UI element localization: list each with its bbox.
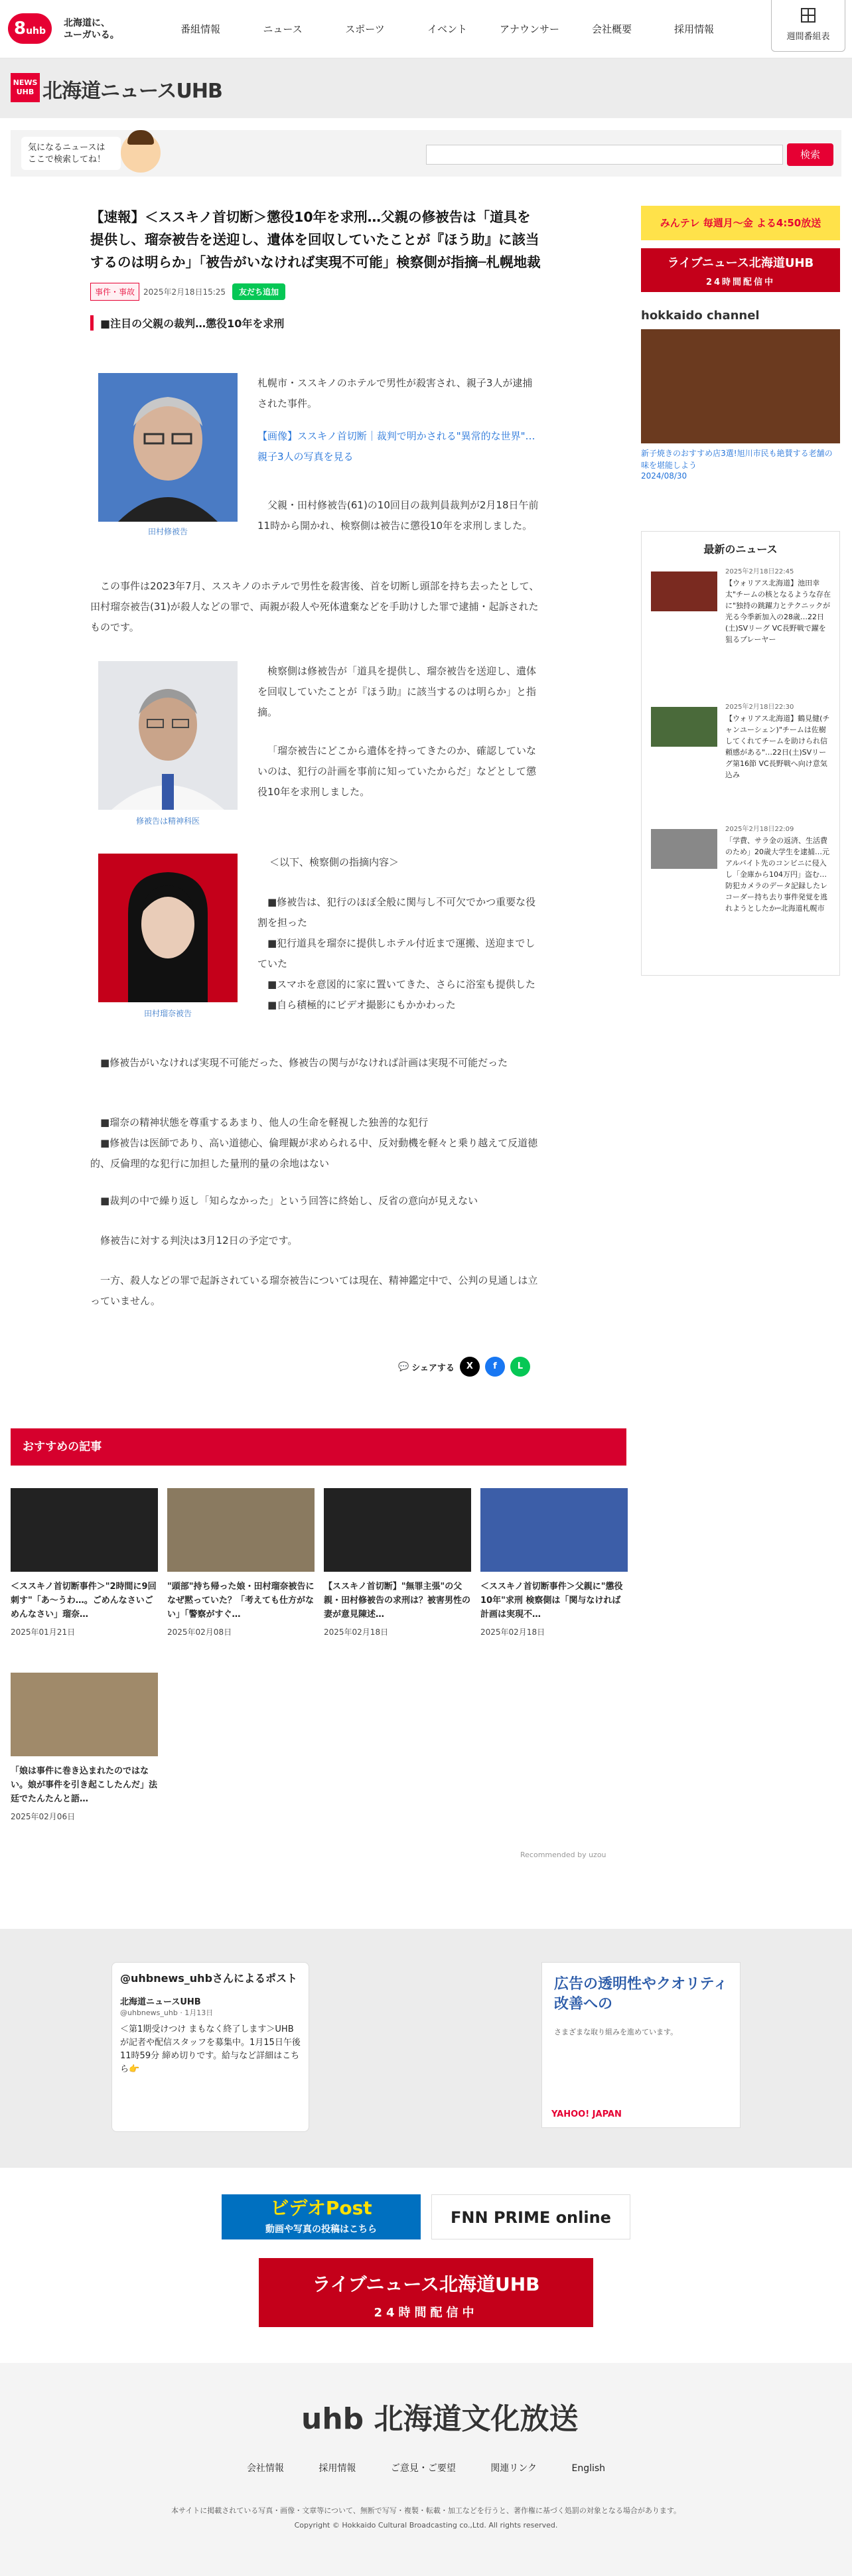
charge-1: ■修被告は、犯行のほぼ全般に関与し不可欠でかつ重要な役割を担った	[257, 896, 536, 929]
rec-card-3[interactable]	[324, 1488, 471, 1637]
search-prompt	[21, 137, 121, 170]
para-12: 一方、殺人などの罪で起訴されている瑠奈被告については現在、精神鑑定中で、公判の見通しは立っていません。	[90, 1274, 538, 1307]
ad-brand: YAHOO! JAPAN	[551, 2109, 622, 2119]
rec-date-4: 2025年02月18日	[480, 1628, 545, 1637]
category-badge[interactable]: 事件・事故	[90, 283, 139, 301]
line-add-button[interactable]: 友だち追加	[232, 283, 285, 300]
rec-thumb-1	[11, 1488, 158, 1572]
logo-number: 8	[13, 19, 27, 38]
nav-company[interactable]: 会社概要	[591, 23, 632, 35]
search-prompt-1: 気になるニュースは	[28, 143, 106, 153]
rec-title-5[interactable]: 「娘は事件に巻き込まれたのではない。娘が事件を引き起こしたんだ」法廷でたんたんと語…	[11, 1766, 158, 1804]
footer-link-recruit[interactable]: 採用情報	[319, 2463, 356, 2474]
charge-2: ■犯行道具を瑠奈に提供しホテル付近まで運搬、送迎までしていた	[257, 937, 535, 970]
yahoo-ad[interactable]	[541, 1962, 741, 2128]
rec-card-2[interactable]	[167, 1488, 315, 1637]
share-label: シェアする	[411, 1363, 455, 1373]
para-8: ■修被告がいなければ実現不可能だった、修被告の関与がなければ計画は実現不可能だった	[100, 1057, 508, 1069]
article-date: 2025年2月18日15:25	[143, 287, 226, 297]
charge-3: ■スマホを意図的に家に置いてきた、さらに浴室も提供した	[267, 978, 535, 990]
para-5: 「瑠奈被告にどこから遺体を持ってきたのか、確認していないのは、犯行の計画を事前に知っていたからだ」などとして懲役10年を求刑しました。	[257, 745, 537, 798]
video-post-sub: 動画や写真の投稿はこちら	[265, 2224, 377, 2235]
site-footer	[0, 2363, 852, 2576]
x-account-name: 北海道ニュースUHB	[120, 1997, 201, 2007]
latest-news-heading: 最新のニュース	[703, 543, 778, 556]
latest-date-2: 2025年2月18日22:30	[725, 704, 794, 711]
live-news-sub: 24時間配信中	[705, 277, 776, 287]
rec-date-1: 2025年01月21日	[11, 1628, 76, 1637]
live-footer-title: ライブニュース北海道UHB	[312, 2273, 540, 2295]
rec-date-2: 2025年02月08日	[167, 1628, 232, 1637]
tagline	[64, 17, 119, 41]
live-news-title: ライブニュース北海道UHB	[667, 256, 814, 270]
share-bar	[398, 1357, 530, 1377]
reason-2: ■修被告は医師であり、高い道徳心、倫理観が求められる中、反対動機を軽々と乗り越えて反道徳的、反倫理的な犯行に加担した量刑的量の余地はない	[90, 1137, 538, 1170]
nav-sports[interactable]: スポーツ	[345, 23, 385, 35]
x-account-handle: @uhbnews_uhb · 1月13日	[120, 2008, 214, 2017]
news-brand-bar	[0, 58, 852, 118]
rec-date-5: 2025年02月06日	[11, 1812, 76, 1821]
rec-card-4[interactable]	[480, 1488, 628, 1637]
ad-headline: 広告の透明性やクオリティ改善への	[554, 1976, 728, 2012]
latest-date-3: 2025年2月18日22:09	[725, 826, 794, 833]
fnn-prime-banner[interactable]: FNN PRIME online	[431, 2194, 630, 2239]
copyright: Copyright © Hokkaido Cultural Broadcasting co.,Ltd. All rights reserved.	[294, 2521, 558, 2530]
video-post-title: ビデオPost	[270, 2197, 372, 2219]
x-embed[interactable]	[111, 1962, 309, 2132]
footer-link-related[interactable]: 関連リンク	[490, 2463, 537, 2474]
x-post-text: ＜第1期受けつけ まもなく終了します＞UHBが記者や配信スタッフを募集中。1月15日午後11時59分 締め切りです。給与など詳細はこちら👉	[120, 2024, 301, 2074]
caption-1: 田村修被告	[147, 527, 188, 536]
latest-text-3	[725, 824, 831, 914]
mascot-image	[121, 133, 161, 173]
tagline-1: 北海道に、	[64, 18, 110, 29]
para-11: 修被告に対する判決は3月12日の予定です。	[100, 1235, 298, 1247]
caption-3: 田村瑠奈被告	[143, 1009, 192, 1018]
uhb-footer-logo[interactable]: uhb 北海道文化放送	[301, 2402, 579, 2436]
latest-title-1[interactable]: 【ウォリアス北海道】池田幸太"チームの核となるような存在に"独持の跳躍力とテクニックが光る今季新加入の28歳…22日(土)SVリーグ VC長野戦で躍を狙るプレーヤー	[725, 579, 831, 644]
line-share-icon[interactable]: L	[510, 1357, 530, 1377]
photo-psychiatrist	[98, 661, 238, 810]
nav-events[interactable]: イベント	[427, 23, 467, 35]
main-menu	[159, 0, 735, 58]
nav-announcers[interactable]: アナウンサー	[499, 23, 559, 35]
caption-2: 修被告は精神科医	[135, 816, 200, 826]
para-2: 父親・田村修被告(61)の10回目の裁判員裁判が2月18日午前11時から開かれ、検察側は被告に懲役10年を求刑しました。	[257, 499, 539, 532]
share-icon: 💬	[398, 1361, 409, 1372]
uhb-logo[interactable]	[8, 13, 52, 44]
nav-programs[interactable]: 番組情報	[180, 23, 220, 35]
embed-section	[0, 1929, 852, 2168]
hokkaido-promo-image[interactable]	[641, 329, 840, 443]
latest-title-2[interactable]: 【ウォリアス北海道】鶴見健(チャンユーシェン)"チームは佐樹してくれてチームを助けられ信頼感がある"…22日(土)SVリーグ第16節 VC長野戦へ向け意気込み	[725, 714, 830, 779]
rec-title-4[interactable]: ＜ススキノ首切断事件＞父親に"懲役10年"求刑 検察側は「関与なければ計画は実現不…	[480, 1582, 623, 1620]
recommended-heading: おすすめの記事	[11, 1428, 626, 1466]
portrait-illustration-2	[98, 854, 238, 1002]
article-subheading: ■注目の父親の裁判…懲役10年を求刑	[90, 315, 541, 331]
para-10: ■裁判の中で繰り返し「知らなかった」という回答に終始し、反省の意向が見えない	[100, 1195, 478, 1207]
footer-links	[0, 2461, 852, 2474]
live-news-footer-banner[interactable]	[259, 2258, 593, 2327]
latest-date-1: 2025年2月18日22:45	[725, 568, 794, 575]
article-title: 【速報】＜ススキノ首切断＞懲役10年を求刑…父親の修被告は「道具を提供し、瑠奈被告を送迎し、遺体を回収していたことが『ほう助』に該当するのは明らか」「被告がいなければ実現不可能」検察側が指摘─札幌地裁	[90, 209, 541, 270]
recommended-powered[interactable]: Recommended by uzou	[520, 1851, 606, 1859]
photo-tamura-runa	[98, 854, 238, 1002]
rec-thumb-3	[324, 1488, 471, 1572]
x-embed-title: @uhbnews_uhbさんによるポスト	[120, 1972, 298, 1985]
weekly-label: 週間番組表	[786, 32, 830, 42]
reason-1: ■瑠奈の精神状態を尊重するあまり、他人の生命を軽視した独善的な犯行	[100, 1116, 429, 1128]
rec-card-5[interactable]	[11, 1673, 158, 1822]
minchan-banner[interactable]: みんテレ 毎週月～金 よる4:50放送	[641, 206, 840, 240]
brand-name[interactable]: 北海道ニュースUHB	[42, 80, 222, 103]
search-prompt-2: ここで検索してね！	[28, 155, 106, 165]
search-button[interactable]: 検索	[787, 143, 833, 166]
rec-title-1[interactable]: ＜ススキノ首切断事件＞"2時間に9回刺す"「あ～うわ…。ごめんなさいごめんなさい」瑠奈…	[11, 1582, 157, 1620]
promo-text[interactable]: 新子焼きのおすすめ店3選!旭川市民も絶賛する老舗の味を堪能しよう	[641, 449, 833, 470]
gallery-link[interactable]: 【画像】ススキノ首切断｜裁判で明かされる"異常的な世界"…親子3人の写真を見る	[257, 430, 535, 463]
weekly-schedule-button[interactable]	[771, 0, 845, 52]
photo-tamura-osamu	[98, 373, 238, 522]
hokkaido-channel-logo[interactable]: hokkaido channel	[641, 309, 760, 323]
para-9	[90, 1112, 541, 1174]
footer-note	[0, 2504, 852, 2533]
rec-thumb-4	[480, 1488, 628, 1572]
search-input[interactable]	[426, 145, 783, 165]
article	[90, 206, 541, 331]
x-share-icon[interactable]: X	[460, 1357, 480, 1377]
copyright-notice: 本サイトに掲載されている写真・画像・文章等について、無断で写写・複製・転載・加工などを行うと、著作権に基づく処罰の対象となる場合があります。	[171, 2506, 681, 2515]
latest-news-box	[641, 531, 840, 976]
doctor-illustration	[98, 661, 238, 810]
para-4: 検察側は修被告が「道具を提供し、瑠奈被告を送迎し、遺体を回収していたことが『ほう助』に該当するのは明らか」と指摘。	[257, 665, 537, 718]
grid-icon	[801, 8, 816, 23]
rec-title-2[interactable]: "頭部"持ち帰った娘・田村瑠奈被告になぜ黙っていた？「考えても仕方がない」「警察がすぐ…	[167, 1582, 315, 1620]
portrait-illustration	[98, 373, 238, 522]
promo-date: 2024/08/30	[641, 471, 687, 481]
charge-list	[257, 892, 541, 1016]
latest-thumb-3	[651, 829, 717, 869]
nav-news[interactable]: ニュース	[263, 23, 303, 35]
para-3: この事件は2023年7月、ススキノのホテルで男性を殺害後、首を切断し頭部を持ち去ったとして、田村瑠奈被告(31)が殺人などの罪で、両親が殺人や死体遺棄などを手助けした罪で逮捕・起訴されたものです。	[90, 580, 539, 633]
latest-text-1	[725, 566, 831, 645]
global-nav	[0, 0, 852, 58]
latest-thumb-2	[651, 707, 717, 747]
rec-thumb-2	[167, 1488, 315, 1572]
footer-link-feedback[interactable]: ご意見・ご要望	[390, 2463, 456, 2474]
ad-sub: さまざまな取り組みを進めています。	[554, 2028, 678, 2036]
logo-sub: uhb	[26, 26, 46, 37]
live-footer-sub: 24時間配信中	[374, 2306, 478, 2320]
article-meta	[90, 283, 541, 301]
charge-4: ■自ら積極的にビデオ撮影にもかかわった	[267, 999, 456, 1011]
latest-thumb-1	[651, 571, 717, 611]
rec-card-1[interactable]	[11, 1488, 158, 1637]
latest-text-2	[725, 702, 831, 781]
nav-recruit[interactable]: 採用情報	[674, 23, 714, 35]
live-news-banner[interactable]	[641, 248, 840, 292]
sidebar	[641, 206, 840, 481]
footer-banners	[0, 2184, 852, 2360]
para-6: ＜以下、検察側の指摘内容＞	[269, 856, 399, 868]
rec-title-3[interactable]: 【ススキノ首切断】"無罪主張"の父親・田村修被告の求刑は？被害男性の妻が意見陳述…	[324, 1582, 471, 1620]
search-bar	[11, 130, 841, 177]
news-uhb-logo[interactable]: NEWS UHB	[11, 73, 40, 102]
rec-date-3: 2025年02月18日	[324, 1628, 389, 1637]
video-post-banner[interactable]	[222, 2194, 421, 2239]
latest-title-3[interactable]: 「学費、サラ金の返済、生活費のため」20歳大学生を逮捕…元アルバイト先のコンビニに侵入し「金庫から104万円」盗む…防犯カメラのデータ記録したレコーダー持ち去り事件発覚を逃れようとしたか─北海道札幌市	[725, 836, 829, 913]
para-1: 札幌市・ススキノのホテルで男性が殺害され、親子3人が逮捕された事件。	[257, 377, 533, 410]
footer-link-company[interactable]: 会社情報	[246, 2463, 284, 2474]
facebook-share-icon[interactable]: f	[485, 1357, 505, 1377]
rec-thumb-5	[11, 1673, 158, 1756]
tagline-2: ユーガいる。	[64, 30, 119, 40]
footer-link-english[interactable]: English	[571, 2463, 606, 2474]
